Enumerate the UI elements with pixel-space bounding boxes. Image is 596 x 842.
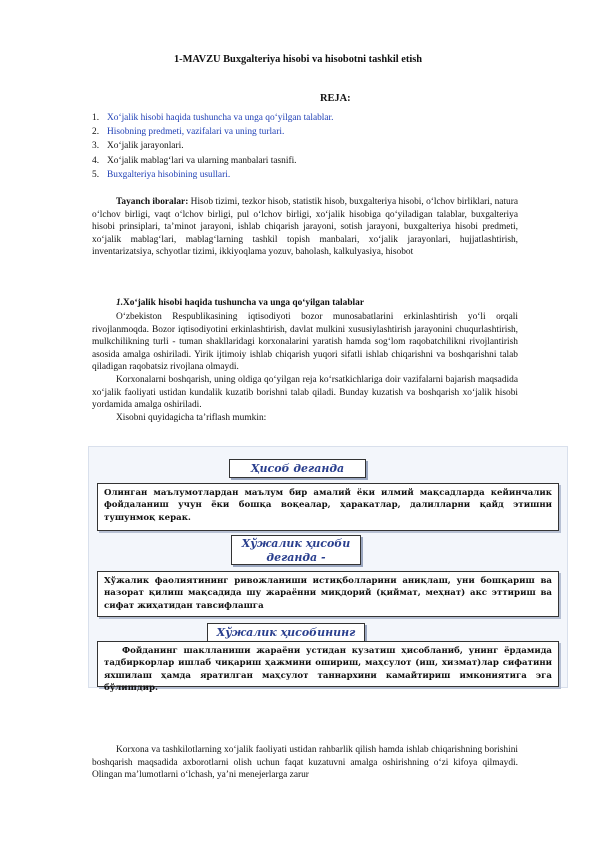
section-heading: 1.Xo‘jalik hisobi haqida tushuncha va unga qo‘yilgan talablar: [116, 298, 364, 308]
plan-heading: REJA:: [320, 93, 351, 104]
keywords-label: Tayanch iboralar:: [116, 197, 189, 207]
plan-item: 5. Buxgalteriya hisobining usullari.: [92, 169, 231, 180]
document-title: 1-MAVZU Buxgalteriya hisobi va hisobotni tashkil etish: [173, 54, 423, 65]
plan-item: 4. Xo‘jalik mablag‘lari va ularning manbalari tasnifi.: [92, 155, 297, 166]
definition-diagram: [88, 446, 568, 694]
diagram-box-2: Хўжалик фаолиятининг ривожланиши истиқболларини аниқлаш, уни бошқариш ва назорат қилиш мақсадида шу жараённи миқдорий (қиймат, меҳнат) акс эттириш ва сифат жиҳатидан тавсифлашга: [97, 571, 559, 617]
plan-item: 2. Hisobning predmeti, vazifalari va uning turlari.: [92, 127, 285, 138]
diagram-box-1: Олинган маълумотлардан маълум бир амалий ёки илмий мақсадларда кейинчалик фойдаланиш учун ёки бошқа воқеалар, ҳаракатлар, далилларни қайд этишни тушунмоқ керак.: [97, 483, 559, 531]
paragraph-1: O‘zbekiston Respublikasining iqtisodiyoti bozor munosabatlarini erkinlashtirish yo‘li orqali rivojlanmoqda. Bozor iqtisodiyotini erkinlashtirish, davlat mulkini xususiylashtirish jarayonini chuqurlashtirish, mulkchilikning turli - tuman shakllaridagi korxonalarini yaratish hamda sog‘lom raqobatchilikni rivojlantirish asosida amalga oshiriladi. Yirik ijtimoiy ishlab chiqarish yuqori sifatli ishlab chiqarishni va boshqarishni talab qiladigan raqobatsiz rivojlana olmaydi.: [92, 312, 518, 373]
keywords-paragraph: [92, 196, 518, 259]
plan-item: 3. Xo‘jalik jarayonlari.: [92, 141, 184, 152]
paragraph-3: Xisobni quyidagicha ta’riflash mumkin:: [116, 413, 267, 423]
plan-list: [92, 111, 334, 182]
keywords-text: Hisob tizimi, tezkor hisob, statistik hisob, buxgalteriya hisobi, o‘lchov birliklari, natura o‘lchov birligi, vaqt o‘lchov birligi, pul o‘lchov birligi, xo‘jalik hisobiga qo‘yiladigan talablar, buxgalteriya hisobi prinsiplari, ta’minot jarayoni, ishlab chiqarish jarayoni, sotish jarayoni, buxgalteriya hisobi predmeti, xo‘jalik mablag‘lari, mablag‘larning tashkil topish manbalari, xo‘jalik jarayonlari, hujjatlashtirish, inventarizatsiya, schyotlar tizimi, ikkiyoqlama yozuv, baholash, kalkulyasiya, hisobot: [92, 197, 518, 258]
diagram-box-3: Фойданинг шаклланиши жараёни устидан кузатиш ҳисобланиб, унинг ёрдамида тадбиркорлар ишлаб чиқариш ҳажмини ошириш, маҳсулот (иш, хизмат)лар сифатини яхшилаш ҳамда яратилган маҳсулот таннархини камайтириш имкониятига эга бўлишдир.: [97, 641, 559, 687]
diagram-heading-2: Хўжалик ҳисоби деганда -: [231, 535, 361, 565]
plan-item: 1. Xo‘jalik hisobi haqida tushuncha va unga qo‘yilgan talablar.: [92, 113, 334, 123]
diagram-heading-1: Ҳисоб деганда: [229, 459, 366, 478]
paragraph-2: Korxonalarni boshqarish, uning oldiga qo‘yilgan reja ko‘rsatkichlariga doir vazifalarni bajarish maqsadida xo‘jalik faoliyati ustidan kundalik kuzatib borishni talab qiladi. Bunday kuzatish va boshqarish xo‘jalik hisobi yordamida amalga oshiriladi.: [92, 375, 518, 411]
paragraph-4: Korxona va tashkilotlarning xo‘jalik faoliyati ustidan rahbarlik qilish hamda ishlab chiqarishning borishini boshqarish maqsadida axborotlarni olish uchun faqat kuzatuvni amalga oshirishning o‘zi kifoya qilmaydi. Olingan ma’lumotlarni o‘lchash, ya’ni menejerlarga zarur: [92, 745, 518, 781]
diagram-heading-3: Хўжалик ҳисобининг: [207, 623, 365, 642]
